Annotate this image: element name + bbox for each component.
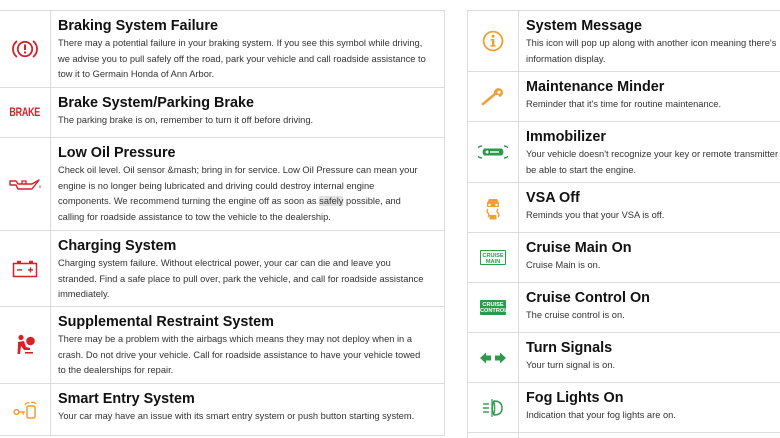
table-row: [468, 333, 780, 383]
row-title: Smart Entry System: [58, 391, 195, 407]
row-description: The cruise control is on.: [526, 310, 625, 320]
cruise-main-icon: CRUISE MAIN: [468, 233, 519, 282]
table-row: [0, 231, 444, 307]
smart-entry-icon: [0, 384, 51, 435]
table-row: [468, 233, 780, 283]
row-description: Charging system failure. Without electrical power, your car can die and leave you stranded. Find a safe place to pull over, park the vehicle, and call for roadside assistance immediately.: [58, 258, 424, 300]
oil-can-icon: [0, 138, 51, 230]
row-title: Turn Signals: [526, 340, 613, 356]
row-title: Cruise Main On: [526, 240, 632, 256]
table-row: [0, 88, 444, 138]
table-row: [468, 383, 780, 433]
row-title: Brake System/Parking Brake: [58, 95, 254, 111]
table-row: [468, 433, 780, 438]
fog-light-icon: [468, 383, 519, 432]
info-icon: [468, 11, 519, 71]
row-description: Your vehicle doesn't recognize your key or remote transmitter be able to start the engine.: [526, 149, 779, 175]
table-row: [0, 384, 444, 436]
table-row: [0, 11, 444, 88]
row-title: Braking System Failure: [58, 18, 218, 34]
row-title: VSA Off: [526, 190, 580, 206]
vsa-off-icon: [468, 183, 519, 232]
row-description: There may a potential failure in your braking system. If you see this symbol while driving, we advise you to pull safely off the road, park your vehicle and call roadside assistance to tow it to Germain Honda of Ann Arbor.: [58, 38, 426, 80]
row-description: Check oil level. Oil sensor &mash; bring in for service. Low Oil Pressure can mean your engine is no longer being lubricated and driving could destroy internal engine components. We recommend turning the engine off as soon as safely possible, and calling for roadside assistance to tow the vehicle to the dealership.: [58, 165, 418, 222]
airbag-icon: [0, 307, 51, 383]
warning-lights-table-right: [467, 10, 780, 438]
row-description: There may be a problem with the airbags which means they may not deploy when in a crash. Do not drive your vehicle. Call for roadside assistance to have your vehicle towed to the dealerships for repair.: [58, 334, 421, 376]
brake-failure-icon: [0, 11, 51, 87]
row-description: Indication that your fog lights are on.: [526, 410, 676, 420]
row-title: Charging System: [58, 238, 177, 254]
table-row: [0, 307, 444, 384]
row-description: Reminds you that your VSA is off.: [526, 210, 665, 220]
table-row: [468, 283, 780, 333]
table-row: [468, 11, 780, 72]
row-description: Reminder that it's time for routine maintenance.: [526, 99, 722, 109]
row-title: System Message: [526, 18, 642, 34]
table-row: [468, 122, 780, 183]
table-row: [468, 183, 780, 233]
wrench-icon: [468, 72, 519, 121]
battery-icon: [0, 231, 51, 306]
row-description: Your turn signal is on.: [526, 360, 616, 370]
row-description: Your car may have an issue with its smart entry system or push button starting system.: [58, 411, 415, 421]
warning-lights-table-left: [0, 10, 445, 436]
table-row: [468, 72, 780, 122]
row-description: Cruise Main is on.: [526, 260, 601, 270]
immobilizer-key-icon: [468, 122, 519, 182]
turn-signal-icon: [468, 333, 519, 382]
brake-text-icon: BRAKE: [0, 88, 51, 137]
row-description: The parking brake is on, remember to turn it off before driving.: [58, 115, 314, 125]
table-row: [0, 138, 444, 231]
row-title: Fog Lights On: [526, 390, 624, 406]
row-title: Cruise Control On: [526, 290, 650, 306]
row-title: Immobilizer: [526, 129, 606, 145]
row-title: Maintenance Minder: [526, 79, 665, 95]
row-title: Low Oil Pressure: [58, 145, 176, 161]
row-title: Supplemental Restraint System: [58, 314, 274, 330]
row-description: This icon will pop up along with another icon meaning there's information display.: [526, 38, 777, 64]
cruise-control-icon: CRUISE CONTROL: [468, 283, 519, 332]
